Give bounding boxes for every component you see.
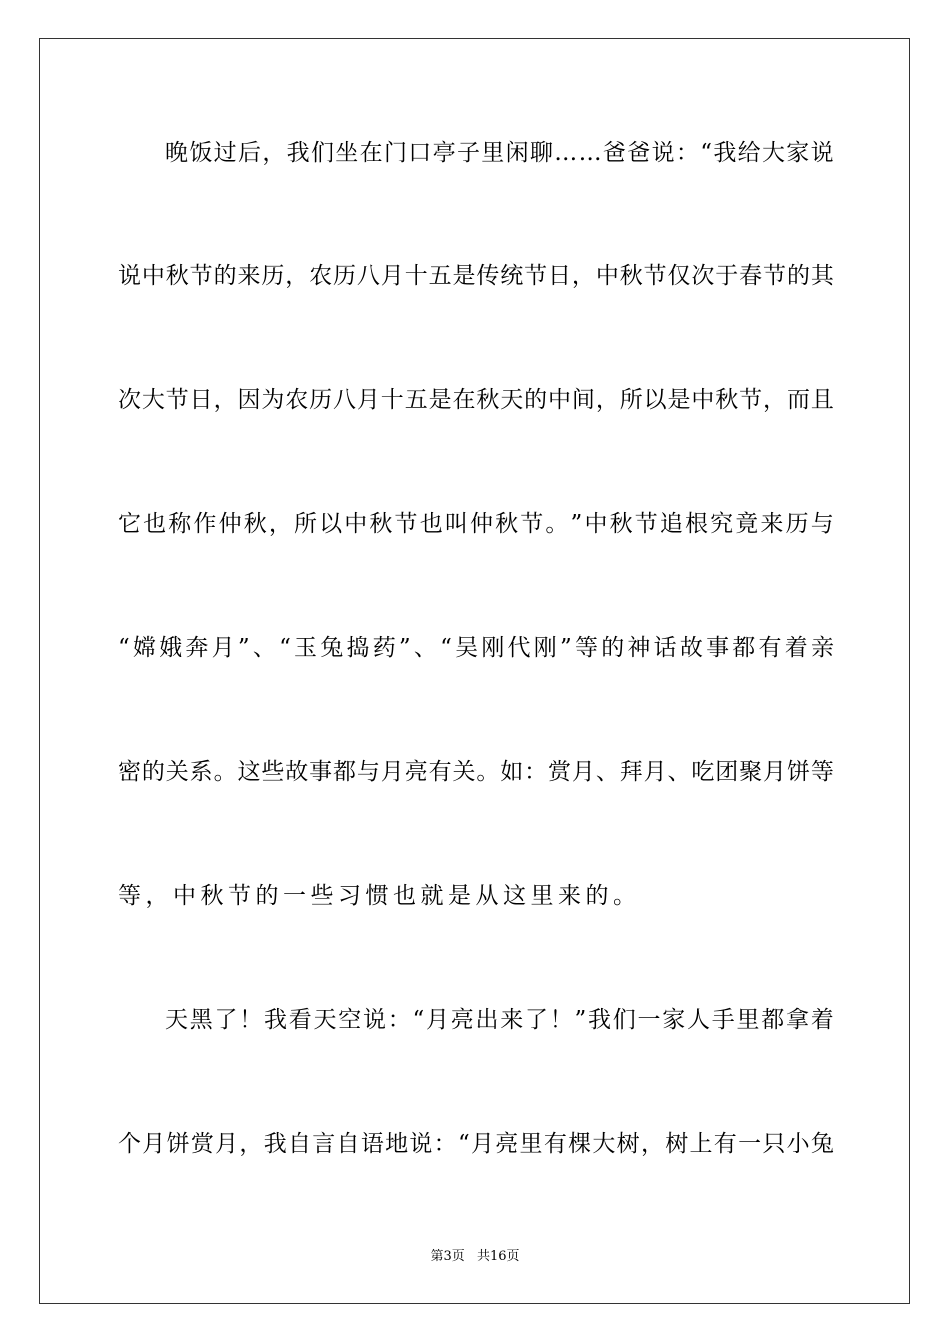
- text-line: 天 黑 了 ！ 我 看 天 空 说 ： “ 月 亮 出 来 了 ！ ” 我 们 一 家 人 手 里 都 拿 着: [165, 1007, 834, 1033]
- text-line: 晚 饭 过 后 ， 我 们 坐 在 门 口 亭 子 里 闲 聊 … … 爸 爸 说 ： “ 我 给 大 家 说: [165, 140, 834, 166]
- text-line: 个 月 饼 赏 月 ， 我 自 言 自 语 地 说 ： “ 月 亮 里 有 棵 大 树 ， 树 上 有 一 只 小 兔: [118, 1131, 834, 1157]
- page-footer: [0, 1247, 950, 1267]
- text-line: 等，中秋节的一些习惯也就是从这里来的。: [118, 883, 641, 909]
- page-border: [39, 38, 910, 1304]
- text-line: 它 也 称 作 仲 秋 ， 所 以 中 秋 节 也 叫 仲 秋 节 。 ” 中 秋 节 追 根 究 竟 来 历 与: [118, 511, 834, 537]
- text-line: 次 大 节 日 ， 因 为 农 历 八 月 十 五 是 在 秋 天 的 中 间 ， 所 以 是 中 秋 节 ， 而 且: [118, 387, 834, 413]
- text-line: 说 中 秋 节 的 来 历 ， 农 历 八 月 十 五 是 传 统 节 日 ， 中 秋 节 仅 次 于 春 节 的 其: [118, 263, 834, 289]
- text-line: “ 嫦 娥 奔 月 ” 、 “ 玉 兔 捣 药 ” 、 “ 吴 刚 代 刚 ” 等 的 神 话 故 事 都 有 着 亲: [118, 635, 834, 661]
- page-number: 第3页: [430, 1249, 465, 1264]
- text-line: 密 的 关 系 。 这 些 故 事 都 与 月 亮 有 关 。 如 ： 赏 月 、 拜 月 、 吃 团 聚 月 饼 等: [118, 759, 834, 785]
- page-total: 共16页: [476, 1249, 520, 1264]
